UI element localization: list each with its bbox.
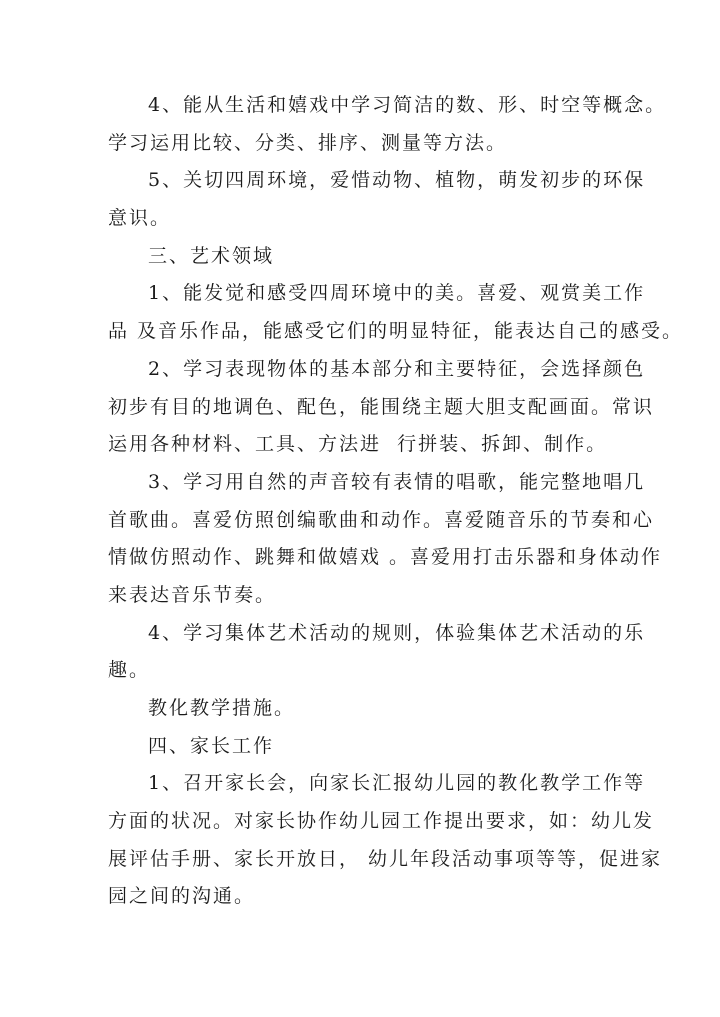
text-line: 来表达音乐节奏。 [108, 583, 277, 606]
paragraph [108, 728, 628, 766]
text-line: 品 及音乐作品，能感受它们的明显特征，能表达自己的感受。 [108, 320, 684, 343]
text-line: 1、召开家长会，向家长汇报幼儿园的教化教学工作等 [148, 772, 646, 795]
text-line: 意识。 [108, 207, 172, 230]
text-line: 情做仿照动作、跳舞和做嬉戏 。喜爱用打击乐器和身体动作 [108, 546, 663, 569]
paragraph [108, 765, 663, 916]
text-line: 方面的状况。对家长协作幼儿园工作提出要求，如：幼儿发 [108, 810, 655, 833]
text-line: 3、学习用自然的声音较有表情的唱歌，能完整地唱几 [148, 470, 646, 493]
text-line: 教化教学措施。 [148, 697, 296, 719]
paragraph [108, 690, 628, 728]
text-line: 4、能从生活和嬉戏中学习简洁的数、形、时空等概念。 [148, 94, 667, 116]
text-line: 首歌曲。喜爱仿照创编歌曲和动作。喜爱随音乐的节奏和心 [108, 508, 655, 531]
paragraph [108, 87, 667, 162]
text-line: 学习运用比较、分类、排序、测量等方法。 [108, 131, 508, 154]
text-line: 1、能发觉和感受四周环境中的美。喜爱、观赏美工作 [148, 282, 646, 305]
text-line: 运用各种材料、工具、方法进 行拼装、拆卸、制作。 [108, 433, 608, 456]
paragraph [108, 464, 663, 615]
paragraph [108, 238, 628, 276]
paragraph [108, 162, 646, 237]
text-line: 展评估手册、家长开放日， 幼儿年段活动事项等等，促进家 [108, 847, 663, 870]
paragraph [108, 615, 646, 690]
text-line: 2、学习表现物体的基本部分和主要特征，会选择颜色 [148, 357, 646, 380]
text-line: 初步有目的地调色、配色，能围绕主题大胆支配画面。常识 [108, 395, 655, 418]
text-line: 园之间的沟通。 [108, 885, 256, 908]
text-line: 四、家长工作 [148, 734, 275, 757]
text-line: 趣。 [108, 659, 151, 682]
text-line: 4、学习集体艺术活动的规则，体验集体艺术活动的乐 [148, 621, 646, 644]
text-line: 三、艺术领域 [148, 244, 275, 267]
text-line: 5、关切四周环境，爱惜动物、植物，萌发初步的环保 [148, 169, 646, 192]
paragraph [108, 351, 655, 464]
document-page [108, 87, 684, 916]
paragraph [108, 275, 684, 350]
